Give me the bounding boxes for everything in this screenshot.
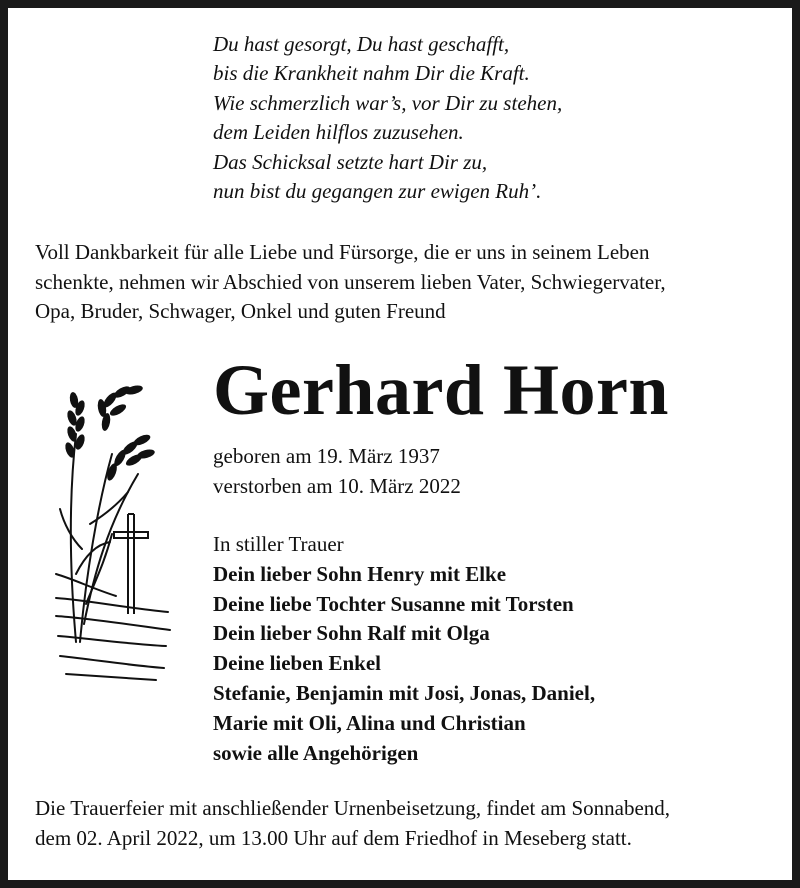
poem-line: nun bist du gegangen zur ewigen Ruh’. [213,179,542,204]
birth-date: geboren am 19. März 1937 [213,444,440,468]
intro-line: Voll Dankbarkeit für alle Liebe und Fürsorge, die er uns in seinem Leben [35,240,650,264]
mourners-list [213,530,595,768]
mourners-heading: In stiller Trauer [213,532,344,556]
life-dates [213,442,461,501]
poem-line: Das Schicksal setzte hart Dir zu, [213,149,488,174]
poem-line: dem Leiden hilflos zuzusehen. [213,120,464,145]
poem-line: Du hast gesorgt, Du hast geschafft, [213,32,510,56]
mourner-line: Dein lieber Sohn Henry mit Elke [213,561,507,586]
memorial-poem [213,30,562,206]
closing-line: dem 02. April 2022, um 13.00 Uhr auf dem Friedhof in Meseberg statt. [35,825,632,850]
intro-line: schenkte, nehmen wir Abschied von unserem lieben Vater, Schwiegervater, [35,269,666,294]
mourner-line: Deine lieben Enkel [213,651,382,676]
wheat-and-cross-icon [46,374,176,684]
death-date: verstorben am 10. März 2022 [213,473,461,498]
mourner-line: Deine liebe Tochter Susanne mit Torsten [213,591,574,616]
mourner-line: Stefanie, Benjamin mit Josi, Jonas, Daniel, [213,680,596,705]
closing-line: Die Trauerfeier mit anschließender Urnenbeisetzung, findet am Sonnabend, [35,796,671,820]
mourner-line: Marie mit Oli, Alina und Christian [213,710,526,735]
funeral-details [35,794,670,853]
deceased-name: Gerhard Horn [213,350,669,430]
mourner-line: Dein lieber Sohn Ralf mit Olga [213,621,490,646]
mourner-line: sowie alle Angehörigen [213,740,419,765]
poem-line: bis die Krankheit nahm Dir die Kraft. [213,61,530,86]
farewell-intro [35,238,775,327]
intro-line: Opa, Bruder, Schwager, Onkel und guten Freund [35,299,446,324]
obituary-notice [8,8,792,880]
poem-line: Wie schmerzlich war’s, vor Dir zu stehen, [213,90,563,115]
